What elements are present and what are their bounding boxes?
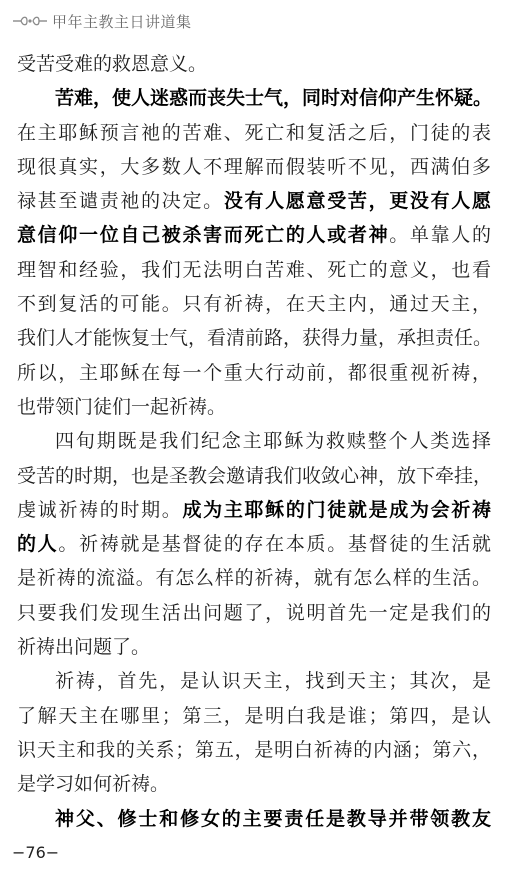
text-line bbox=[17, 390, 491, 424]
page-number: −76− bbox=[12, 843, 60, 862]
text-line bbox=[17, 561, 491, 595]
text-segment: 虔诚祈祷的时期。 bbox=[17, 498, 183, 521]
text-segment: 所以，主耶稣在每一个重大行动前，都很重视祈祷， bbox=[17, 361, 491, 384]
text-line bbox=[17, 733, 491, 767]
bold-text-segment: 苦难，使人迷惑而丧失士气，同时对信仰产生怀疑。 bbox=[55, 87, 493, 110]
body-text bbox=[17, 47, 491, 836]
text-line bbox=[17, 116, 491, 150]
text-line bbox=[17, 424, 491, 458]
text-segment: 祈祷，首先，是认识天主，找到天主；其次，是 bbox=[55, 670, 491, 693]
text-line bbox=[17, 664, 491, 698]
text-segment: 禄甚至谴责祂的决定。 bbox=[17, 190, 224, 213]
text-segment: 是学习如何祈祷。 bbox=[17, 773, 170, 796]
text-line bbox=[17, 47, 491, 81]
bold-text-segment: 没有人愿意受苦，更没有人愿 bbox=[223, 190, 491, 213]
text-line bbox=[17, 493, 491, 527]
text-segment: 也带领门徒们一起祈祷。 bbox=[17, 395, 227, 418]
text-line bbox=[17, 596, 491, 630]
bold-text-segment: 意信仰一位自己被杀害而死亡的人或者神 bbox=[17, 224, 390, 247]
text-segment: 了解天主在哪里；第三，是明白我是谁；第四，是认 bbox=[17, 704, 491, 727]
text-segment: 理智和经验，我们无法明白苦难、死亡的意义，也看 bbox=[17, 258, 491, 281]
bold-text-segment: 成为主耶稣的门徒就是成为会祈祷 bbox=[182, 498, 491, 521]
running-header bbox=[12, 10, 192, 32]
bold-text-segment: 神父、修士和修女的主要责任是教导并带领教友 bbox=[55, 807, 491, 830]
text-line bbox=[17, 321, 491, 355]
text-segment: 不到复活的可能。只有祈祷，在天主内，通过天主， bbox=[17, 293, 491, 316]
text-segment: 只要我们发现生活出问题了，说明首先一定是我们的 bbox=[17, 601, 491, 624]
text-segment: 是祈祷的流溢。有怎么样的祈祷，就有怎么样的生活。 bbox=[17, 567, 491, 590]
text-line bbox=[17, 459, 491, 493]
text-segment: 我们人才能恢复士气，看清前路，获得力量，承担责任。 bbox=[17, 327, 493, 350]
text-segment: 祈祷出问题了。 bbox=[17, 636, 151, 659]
text-line bbox=[17, 218, 491, 252]
text-segment: 四旬期既是我们纪念主耶稣为救赎整个人类选择 bbox=[55, 430, 491, 453]
text-line bbox=[17, 527, 491, 561]
text-line bbox=[17, 767, 491, 801]
text-segment: 受苦受难的救恩意义。 bbox=[17, 53, 208, 75]
text-segment: 。祈祷就是基督徒的存在本质。基督徒的生活就 bbox=[58, 533, 491, 556]
text-line bbox=[17, 802, 491, 836]
text-line bbox=[17, 287, 491, 321]
text-line bbox=[17, 184, 491, 218]
scroll-ornament-icon bbox=[12, 13, 48, 29]
text-line bbox=[17, 356, 491, 390]
text-segment: 受苦的时期，也是圣教会邀请我们收敛心神，放下牵挂， bbox=[17, 464, 493, 487]
text-line bbox=[17, 150, 491, 184]
text-line bbox=[17, 699, 491, 733]
text-segment: 现很真实，大多数人不理解而假装听不见，西满伯多 bbox=[17, 155, 491, 178]
text-line bbox=[17, 253, 491, 287]
text-segment: 识天主和我的关系；第五，是明白祈祷的内涵；第六， bbox=[17, 738, 491, 761]
text-line bbox=[17, 81, 491, 115]
bold-text-segment: 的人 bbox=[17, 533, 59, 556]
text-segment: 在主耶稣预言祂的苦难、死亡和复活之后，门徒的表 bbox=[17, 121, 491, 144]
text-line bbox=[17, 630, 491, 664]
text-segment: 。单靠人的 bbox=[389, 224, 491, 247]
book-title: 甲年主教主日讲道集 bbox=[52, 12, 192, 31]
